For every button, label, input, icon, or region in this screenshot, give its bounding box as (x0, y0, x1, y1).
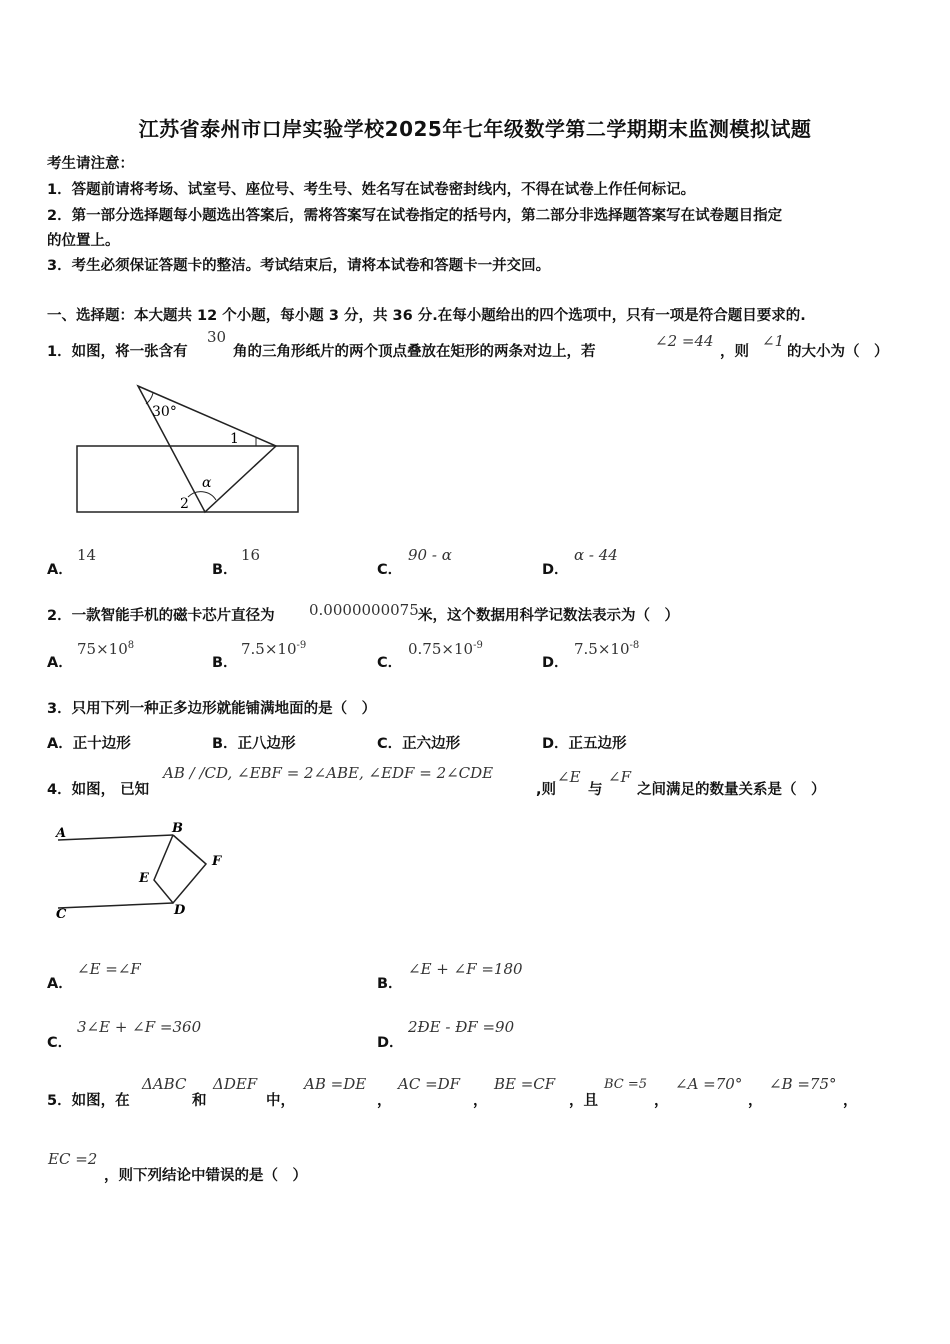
q4-math-f: ∠F (608, 768, 631, 786)
q1-option-a-label[interactable]: A． (47, 562, 73, 578)
quadrilateral-befd (154, 835, 206, 903)
q5-math-bc: BC =5 (604, 1077, 648, 1092)
point-f: F (212, 854, 222, 869)
notice-item-3: 3．考生必须保证答题卡的整洁。考试结束后，请将本试卷和答题卡一并交回。 (47, 258, 551, 274)
point-d: D (174, 903, 186, 918)
point-a: A (56, 826, 67, 841)
q5-math-be-cf: BE =CF (494, 1075, 556, 1093)
q2-text-2: 米，这个数据用科学记数法表示为（ ） (418, 608, 679, 624)
q4-option-c-label[interactable]: C． (47, 1035, 73, 1051)
q4-option-d-label[interactable]: D． (377, 1035, 404, 1051)
q1-figure (70, 380, 310, 520)
q1-text-1: 1．如图，将一张含有 (47, 344, 188, 360)
q3-option-a[interactable]: A．正十边形 (47, 736, 131, 752)
q4-figure (48, 818, 238, 928)
q1-text-3: ，则 (720, 344, 749, 360)
notice-item-2: 2．第一部分选择题每小题选出答案后，需将答案写在试卷指定的括号内，第二部分非选择题答案写在试卷题目指定 (47, 208, 783, 224)
q5-math-ab-de: AB =DE (304, 1075, 367, 1093)
line-ab (58, 835, 173, 840)
q4-text-2: ,则 (536, 782, 557, 798)
q2-text-1: 2．一款智能手机的磁卡芯片直径为 (47, 608, 275, 624)
q2-math-value: 0.0000000075 (309, 601, 419, 619)
point-c: C (56, 907, 67, 922)
q1-option-c-label[interactable]: C． (377, 562, 403, 578)
q5-comma-1: ， (377, 1093, 392, 1109)
q5-math-angle-a: ∠A =70° (675, 1075, 743, 1093)
q5-comma-5: ， (843, 1093, 858, 1109)
q5-text-4: ，且 (569, 1093, 598, 1109)
q5-text-3: 中， (266, 1093, 295, 1109)
page-title: 江苏省泰州市口岸实验学校2025年七年级数学第二学期期末监测模拟试题 (138, 117, 812, 141)
q1-math-30: 30 (207, 328, 227, 346)
point-b: B (172, 821, 183, 836)
q1-option-a-value: 14 (77, 546, 97, 564)
q4-option-d-value: 2ÐE - ÐF =90 (408, 1018, 515, 1036)
notice-heading: 考生请注意： (47, 156, 134, 172)
point-e: E (139, 871, 149, 886)
q4-text-1: 4．如图， 已知 (47, 782, 150, 798)
alpha-arc (188, 492, 216, 500)
q5-math-abc: ΔABC (142, 1075, 187, 1093)
label-2: 2 (180, 496, 189, 512)
q5-comma-4: ， (748, 1093, 763, 1109)
label-1: 1 (230, 431, 239, 447)
q5-math-def: ΔDEF (213, 1075, 258, 1093)
q5-text-2: 和 (192, 1093, 207, 1109)
q1-option-d-label[interactable]: D． (542, 562, 569, 578)
q4-text-4: 之间满足的数量关系是（ ） (637, 782, 826, 798)
q2-option-c-value: $0.75\times 10^{-9}$ (408, 640, 483, 658)
q1-text-2: 角的三角形纸片的两个顶点叠放在矩形的两条对边上，若 (233, 344, 596, 360)
q5-text-1: 5．如图，在 (47, 1093, 130, 1109)
q4-math-e: ∠E (557, 768, 581, 786)
q2-option-a-label[interactable]: A． (47, 655, 73, 671)
label-alpha: α (202, 475, 212, 491)
q1-text-4: 的大小为（ ） (787, 344, 889, 360)
line-cd (58, 903, 173, 908)
notice-item-1: 1．答题前请将考场、试室号、座位号、考生号、姓名写在试卷密封线内，不得在试卷上作任何标记。 (47, 182, 696, 198)
q4-math-given: AB / /CD, ∠EBF = 2∠ABE, ∠EDF = 2∠CDE (163, 764, 494, 782)
q4-option-b-value: ∠E + ∠F =180 (408, 960, 523, 978)
section-heading: 一、选择题：本大题共 12 个小题，每小题 3 分，共 36 分.在每小题给出的四个选项中，只有一项是符合题目要求的. (47, 308, 806, 324)
q3-option-b[interactable]: B．正八边形 (212, 736, 296, 752)
q4-text-3: 与 (588, 782, 603, 798)
q3-text: 3．只用下列一种正多边形就能铺满地面的是（ ） (47, 701, 377, 717)
q2-option-b-value: $7.5\times 10^{-9}$ (241, 640, 307, 658)
q4-option-c-value: 3∠E + ∠F =360 (77, 1018, 202, 1036)
q1-option-c-value: 90 - α (408, 546, 452, 564)
q2-option-a-value: $75\times 10^8$ (77, 640, 135, 658)
q5-comma-2: ， (473, 1093, 488, 1109)
q1-option-b-label[interactable]: B． (212, 562, 238, 578)
notice-item-2-cont: 的位置上。 (47, 233, 120, 249)
q1-option-b-value: 16 (241, 546, 261, 564)
q5-math-angle-b: ∠B =75° (769, 1075, 837, 1093)
q2-option-d-value: $7.5\times 10^{-8}$ (574, 640, 640, 658)
q4-option-a-label[interactable]: A． (47, 976, 73, 992)
q4-option-a-value: ∠E =∠F (77, 960, 141, 978)
q4-option-b-label[interactable]: B． (377, 976, 403, 992)
q1-math-angle2: ∠2 =44 (655, 332, 714, 350)
q5-text-5: ，则下列结论中错误的是（ ） (104, 1168, 307, 1184)
q3-option-c[interactable]: C．正六边形 (377, 736, 461, 752)
q2-option-c-label[interactable]: C． (377, 655, 403, 671)
q5-math-ec: EC =2 (48, 1150, 98, 1168)
q2-option-b-label[interactable]: B． (212, 655, 238, 671)
q5-math-ac-df: AC =DF (398, 1075, 461, 1093)
label-30: 30° (152, 404, 177, 420)
q3-option-d[interactable]: D．正五边形 (542, 736, 627, 752)
q1-math-angle1: ∠1 (762, 332, 785, 350)
q5-comma-3: ， (654, 1093, 669, 1109)
q1-option-d-value: α - 44 (574, 546, 618, 564)
q2-option-d-label[interactable]: D． (542, 655, 569, 671)
